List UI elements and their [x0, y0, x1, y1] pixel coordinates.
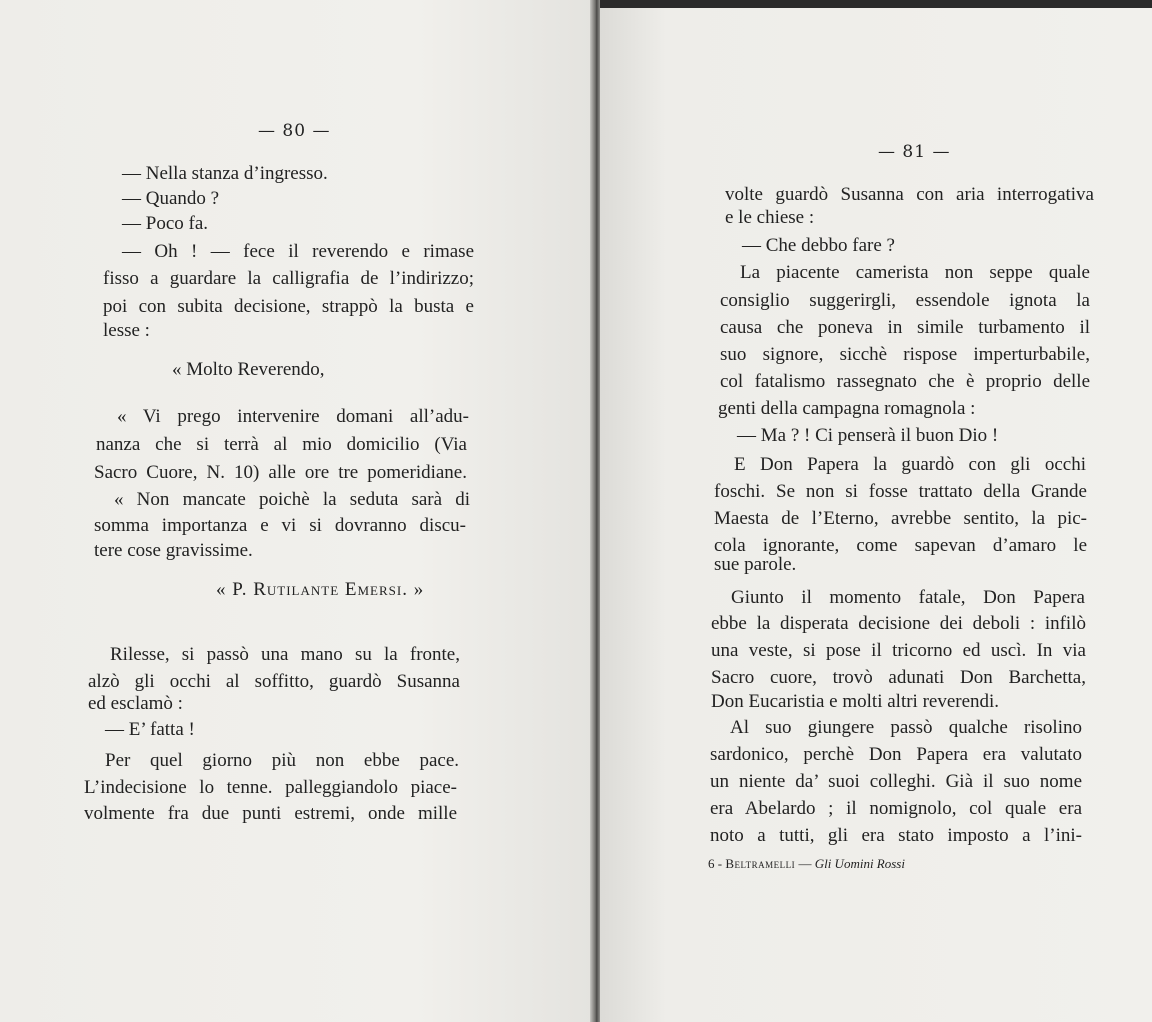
footer-author: Beltramelli [725, 856, 796, 871]
text-line: noto a tutti, gli era stato imposto a l’ini- [710, 825, 1082, 846]
text-line: — Quando ? [122, 188, 220, 209]
text-line: consiglio suggerirgli, essendole ignota la [720, 290, 1090, 311]
text-line: foschi. Se non si fosse trattato della Grande [714, 481, 1087, 502]
text-line: col fatalismo rassegnato che è proprio delle [720, 371, 1090, 392]
text-line: e le chiese : [725, 207, 815, 228]
page-number: — 80 — [258, 121, 331, 141]
letter-signature: « P. Rutilante Emersi. » [216, 579, 425, 600]
text-line: lesse : [103, 320, 150, 341]
right-page [600, 0, 1152, 1022]
text-line: una veste, si pose il tricorno ed uscì. In via [711, 640, 1086, 661]
text-line: Don Eucaristia e molti altri reverendi. [711, 691, 1000, 712]
text-line: ed esclamò : [88, 693, 183, 714]
text-line: Sacro cuore, trovò adunati Don Barchetta, [711, 667, 1086, 688]
signature-mark [708, 856, 905, 872]
text-line: suo signore, sicchè rispose imperturbabile, [720, 344, 1090, 365]
text-line: volmente fra due punti estremi, onde mille [84, 803, 457, 824]
text-line: Sacro Cuore, N. 10) alle ore tre pomeridiane. [94, 462, 467, 483]
text-line: sardonico, perchè Don Papera era valutato [710, 744, 1082, 765]
footer-dash: — [798, 856, 812, 871]
text-line: fisso a guardare la calligrafia de l’indirizzo; [103, 268, 474, 289]
signature-number: 6 - [708, 856, 723, 871]
text-line: sue parole. [714, 554, 797, 575]
text-line: — Nella stanza d’ingresso. [122, 163, 328, 184]
text-line: era Abelardo ; il nomignolo, col quale era [710, 798, 1082, 819]
text-line: — Ma ? ! Ci penserà il buon Dio ! [737, 425, 999, 446]
text-line: E Don Papera la guardò con gli occhi [734, 454, 1086, 475]
text-line: un niente da’ suoi colleghi. Già il suo nome [710, 771, 1082, 792]
text-line: tere cose gravissime. [94, 540, 253, 561]
text-line: poi con subita decisione, strappò la busta e [103, 296, 474, 317]
page-number: — 81 — [878, 142, 951, 162]
scan-top-edge [600, 0, 1152, 8]
text-line: L’indecisione lo tenne. palleggiandolo piace- [84, 777, 457, 798]
text-line: Per quel giorno più non ebbe pace. [105, 750, 459, 771]
text-line: La piacente camerista non seppe quale [740, 262, 1090, 283]
text-line: Al suo giungere passò qualche risolino [730, 717, 1082, 738]
text-line: ebbe la disperata decisione dei deboli : infilò [711, 613, 1086, 634]
text-line: Giunto il momento fatale, Don Papera [731, 587, 1085, 608]
text-line: somma importanza e vi si dovranno discu- [94, 515, 466, 536]
text-line: — Che debbo fare ? [742, 235, 895, 256]
text-line: cola ignorante, come sapevan d’amaro le [714, 535, 1087, 556]
text-line: — E’ fatta ! [105, 719, 195, 740]
text-line: causa che poneva in simile turbamento il [720, 317, 1090, 338]
text-line: nanza che si terrà al mio domicilio (Via [96, 434, 467, 455]
text-line: — Oh ! — fece il reverendo e rimase [122, 241, 474, 262]
text-line: Maesta de l’Eterno, avrebbe sentito, la pic- [714, 508, 1087, 529]
text-line: volte guardò Susanna con aria interrogativa [725, 184, 1094, 205]
footer-title: Gli Uomini Rossi [814, 856, 905, 871]
text-line: genti della campagna romagnola : [718, 398, 976, 419]
text-line: — Poco fa. [122, 213, 209, 234]
text-line: alzò gli occhi al soffitto, guardò Susanna [88, 671, 460, 692]
text-line: « Vi prego intervenire domani all’adu- [117, 406, 469, 427]
letter-salutation: « Molto Reverendo, [172, 359, 325, 380]
text-line: « Non mancate poichè la seduta sarà di [114, 489, 470, 510]
text-line: Rilesse, si passò una mano su la fronte, [110, 644, 460, 665]
